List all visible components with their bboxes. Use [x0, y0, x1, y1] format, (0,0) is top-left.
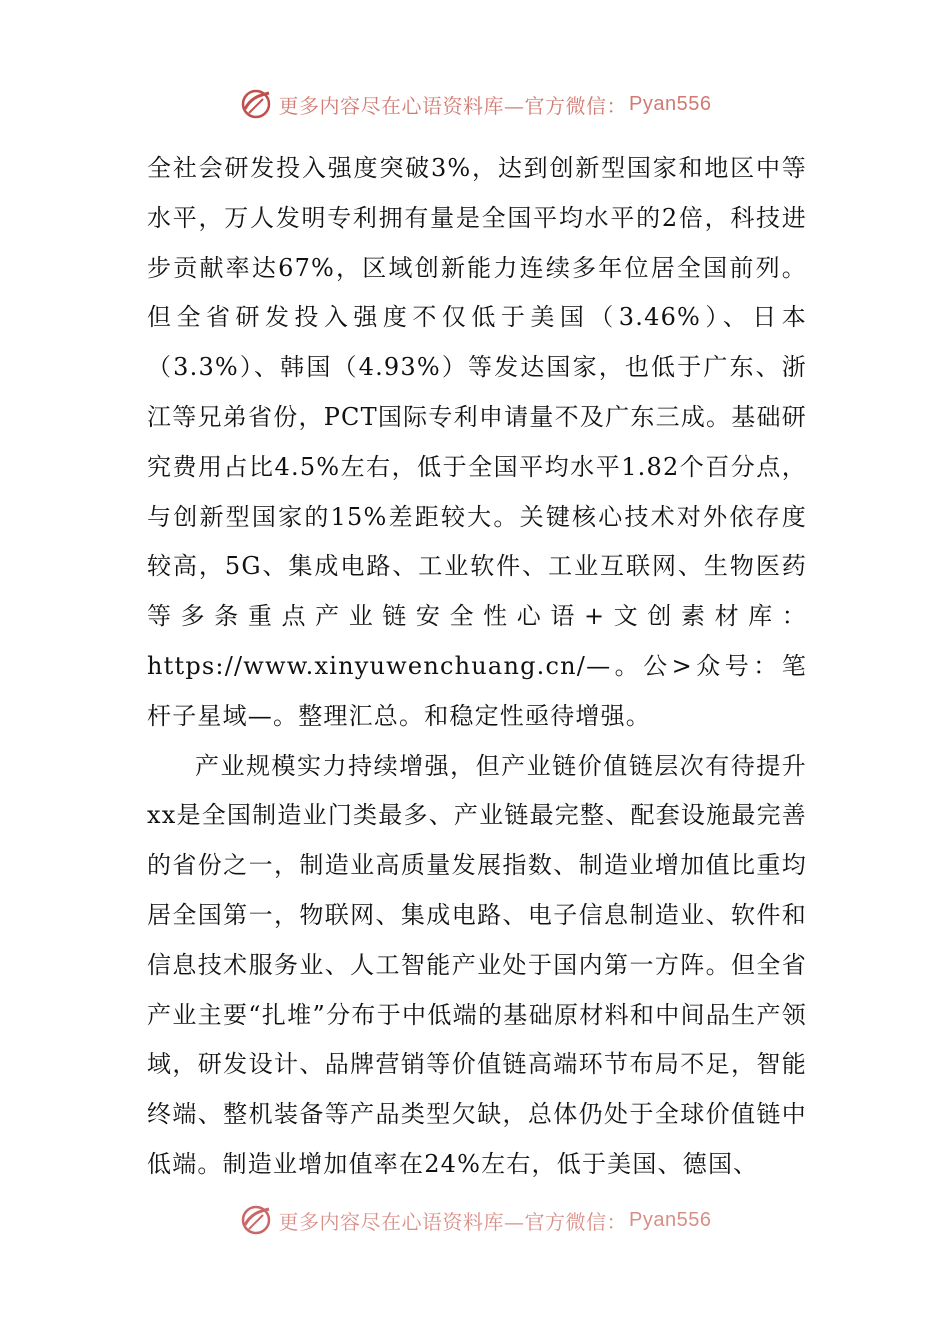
pen-logo-icon	[239, 87, 273, 121]
watermark-wechat-id: Pyan556	[629, 92, 712, 115]
document-body	[147, 144, 807, 1190]
watermark-wechat-id: Pyan556	[629, 1208, 712, 1231]
watermark-header	[0, 84, 950, 124]
paragraph: 全社会研发投入强度突破3%，达到创新型国家和地区中等水平，万人发明专利拥有量是全国平均水平的2倍，科技进步贡献率达67%，区域创新能力连续多年位居全国前列。但全省研发投入强度不仅低于美国（3.46%）、日本（3.3%）、韩国（4.93%）等发达国家，也低于广东、浙江等兄弟省份，PCT国际专利申请量不及广东三成。基础研究费用占比4.5%左右，低于全国平均水平1.82个百分点，与创新型国家的15%差距较大。关键核心技术对外依存度较高，5G、集成电路、工业软件、工业互联网、生物医药等多条重点产业链安全性心语+文创素材库：https://www.xinyuwenchuang.cn/—。公>众号：笔杆子星域—。整理汇总。和稳定性亟待增强。	[147, 154, 807, 730]
paragraph: 产业规模实力持续增强，但产业链价值链层次有待提升xx是全国制造业门类最多、产业链最完整、配套设施最完善的省份之一，制造业高质量发展指数、制造业增加值比重均居全国第一，物联网、集成电路、电子信息制造业、软件和信息技术服务业、人工智能产业处于国内第一方阵。但全省产业主要“扎堆”分布于中低端的基础原材料和中间品生产领域，研发设计、品牌营销等价值链高端环节布局不足，智能终端、整机装备等产品类型欠缺，总体仍处于全球价值链中低端。制造业增加值率在24%左右，低于美国、德国、	[147, 751, 807, 1178]
pen-logo-icon	[239, 1203, 273, 1237]
watermark-footer	[0, 1200, 950, 1240]
watermark-text: 更多内容尽在心语资料库—官方微信：	[278, 93, 628, 118]
watermark-text: 更多内容尽在心语资料库—官方微信：	[278, 1209, 628, 1234]
